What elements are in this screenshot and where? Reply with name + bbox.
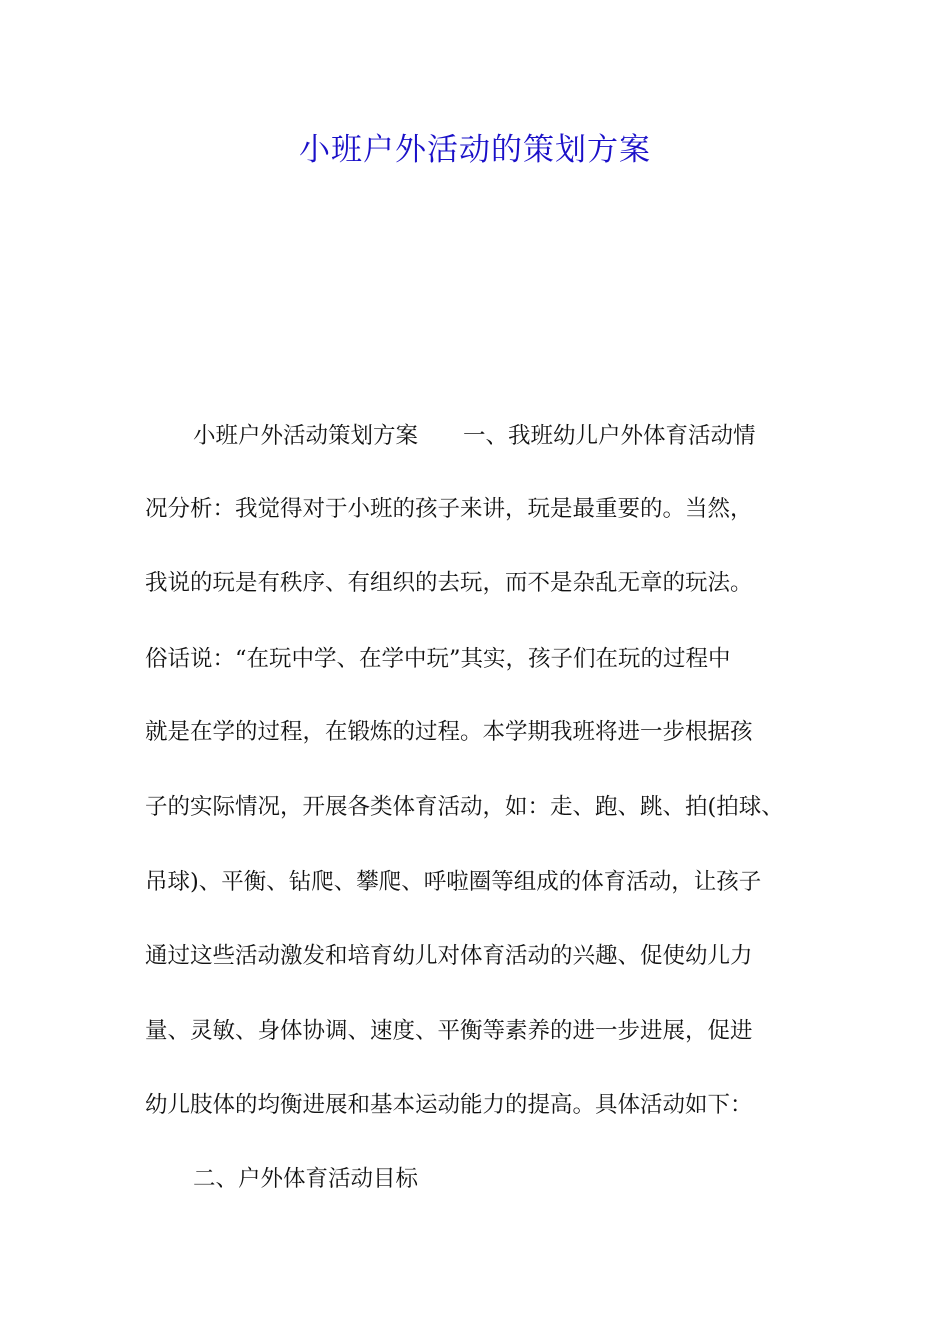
paragraph-line-5: 就是在学的过程，在锻炼的过程。本学期我班将进一步根据孩 <box>145 719 753 745</box>
paragraph-line-4: 俗话说：“在玩中学、在学中玩”其实，孩子们在玩的过程中 <box>145 646 731 672</box>
paragraph-line-3: 我说的玩是有秩序、有组织的去玩，而不是杂乱无章的玩法。 <box>145 570 753 596</box>
paragraph-line-7: 吊球)、平衡、钻爬、攀爬、呼啦圈等组成的体育活动，让孩子 <box>145 869 762 895</box>
paragraph-line-9: 量、灵敏、身体协调、速度、平衡等素养的进一步进展，促进 <box>145 1018 753 1044</box>
paragraph-line-10: 幼儿肢体的均衡进展和基本运动能力的提高。具体活动如下： <box>145 1092 753 1118</box>
document-title: 小班户外活动的策划方案 <box>299 132 651 168</box>
paragraph-line-6: 子的实际情况，开展各类体育活动，如：走、跑、跳、拍(拍球、 <box>145 794 784 820</box>
paragraph-line-2: 况分析：我觉得对于小班的孩子来讲，玩是最重要的。当然， <box>145 496 753 522</box>
paragraph-line-8: 通过这些活动激发和培育幼儿对体育活动的兴趣、促使幼儿力 <box>145 943 753 969</box>
section-heading-2: 二、户外体育活动目标 <box>193 1166 419 1192</box>
paragraph-line-1: 小班户外活动策划方案 一、我班幼儿户外体育活动情 <box>193 423 756 449</box>
